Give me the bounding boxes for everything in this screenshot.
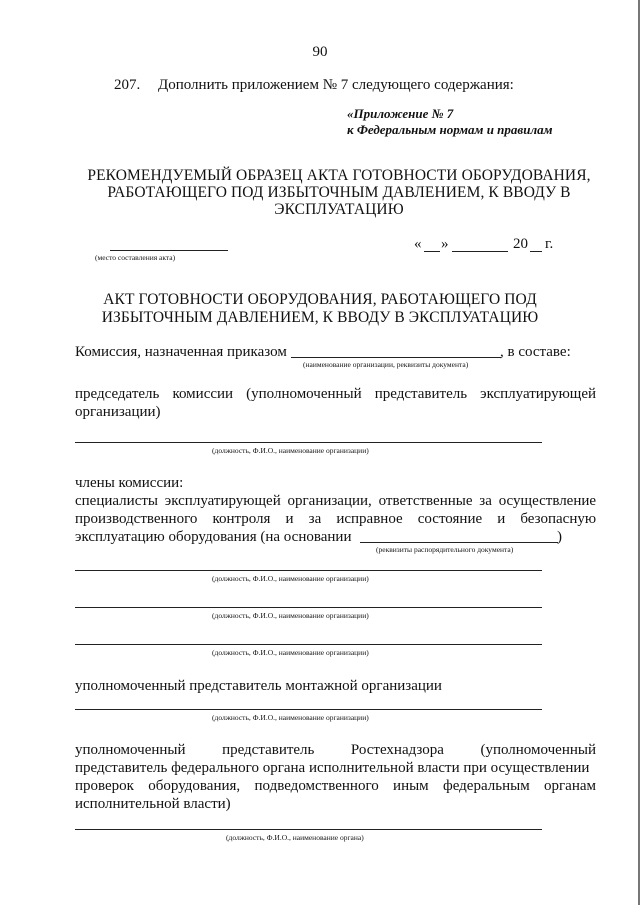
commission-blank-line [291,357,501,358]
commission-caption: (наименование организации, реквизиты документа) [303,360,469,369]
place-caption: (место составления акта) [95,253,176,262]
installer-blank-line [75,709,542,710]
members-line-3-prefix: эксплуатацию оборудования (на основании [75,529,352,545]
date-day-line [424,251,440,252]
members-basis-blank-line [360,542,558,543]
members-line-3-suffix: ) [557,529,562,545]
chairman-line-1: председатель комиссии (уполномоченный представитель эксплуатирующей [75,386,597,402]
members-basis-caption: (реквизиты распорядительного документа) [376,545,514,554]
rostekhnadzor-line-3: проверок оборудования, подведомственного иным федеральным органам [75,778,597,794]
title-line-2: РАБОТАЮЩЕГО ПОД ИЗБЫТОЧНЫМ ДАВЛЕНИЕМ, К ВВОДУ В [107,184,571,201]
members-line-2: производственного контроля и за исправное состояние и безопасную [75,511,597,527]
appendix-line-2: к Федеральным нормам и правилам [347,122,553,137]
chairman-blank-line [75,442,542,443]
rostekhnadzor-caption: (должность, Ф.И.О., наименование органа) [226,833,364,842]
act-title-line-2: ИЗБЫТОЧНЫМ ДАВЛЕНИЕМ, К ВВОДУ В ЭКСПЛУАТАЦИЮ [101,309,539,326]
member-3-blank-line [75,644,542,645]
act-title-line-1: АКТ ГОТОВНОСТИ ОБОРУДОВАНИЯ, РАБОТАЮЩЕГО ПОД [103,291,537,308]
rostekhnadzor-line-2: представитель федерального органа исполнительной власти при осуществлении [75,760,590,776]
date-year-line [530,251,542,252]
member-1-blank-line [75,570,542,571]
date-year-prefix: 20 [513,236,528,252]
appendix-line-1: «Приложение № 7 [347,106,454,121]
item-number: 207. [114,77,141,93]
title-line-3: ЭКСПЛУАТАЦИЮ [274,201,404,218]
date-close-quote: » [441,236,449,252]
members-line-1: специалисты эксплуатирующей организации, ответственные за осуществление [75,493,597,509]
date-year-suffix: г. [545,236,554,252]
date-month-line [452,251,508,252]
rostekhnadzor-line-4: исполнительной власти) [75,796,231,812]
item-text: Дополнить приложением № 7 следующего содержания: [158,77,514,93]
installer-text: уполномоченный представитель монтажной организации [75,678,442,694]
installer-caption: (должность, Ф.И.О., наименование организации) [212,713,369,722]
member-2-blank-line [75,607,542,608]
chairman-caption: (должность, Ф.И.О., наименование организации) [212,446,369,455]
members-heading: члены комиссии: [75,475,184,491]
chairman-line-2: организации) [75,404,161,420]
commission-suffix: , в составе: [500,344,571,360]
title-line-1: РЕКОМЕНДУЕМЫЙ ОБРАЗЕЦ АКТА ГОТОВНОСТИ ОБОРУДОВАНИЯ, [87,167,591,184]
rostekhnadzor-blank-line [75,829,542,830]
member-3-caption: (должность, Ф.И.О., наименование организации) [212,648,369,657]
page-number: 90 [312,44,328,60]
member-1-caption: (должность, Ф.И.О., наименование организации) [212,574,369,583]
place-blank-line [110,250,228,251]
date-open-quote: « [414,236,422,252]
member-2-caption: (должность, Ф.И.О., наименование организации) [212,611,369,620]
rostekhnadzor-line-1: уполномоченный представитель Ростехнадзора (уполномоченный [75,742,596,758]
commission-prefix: Комиссия, назначенная приказом [75,344,287,360]
